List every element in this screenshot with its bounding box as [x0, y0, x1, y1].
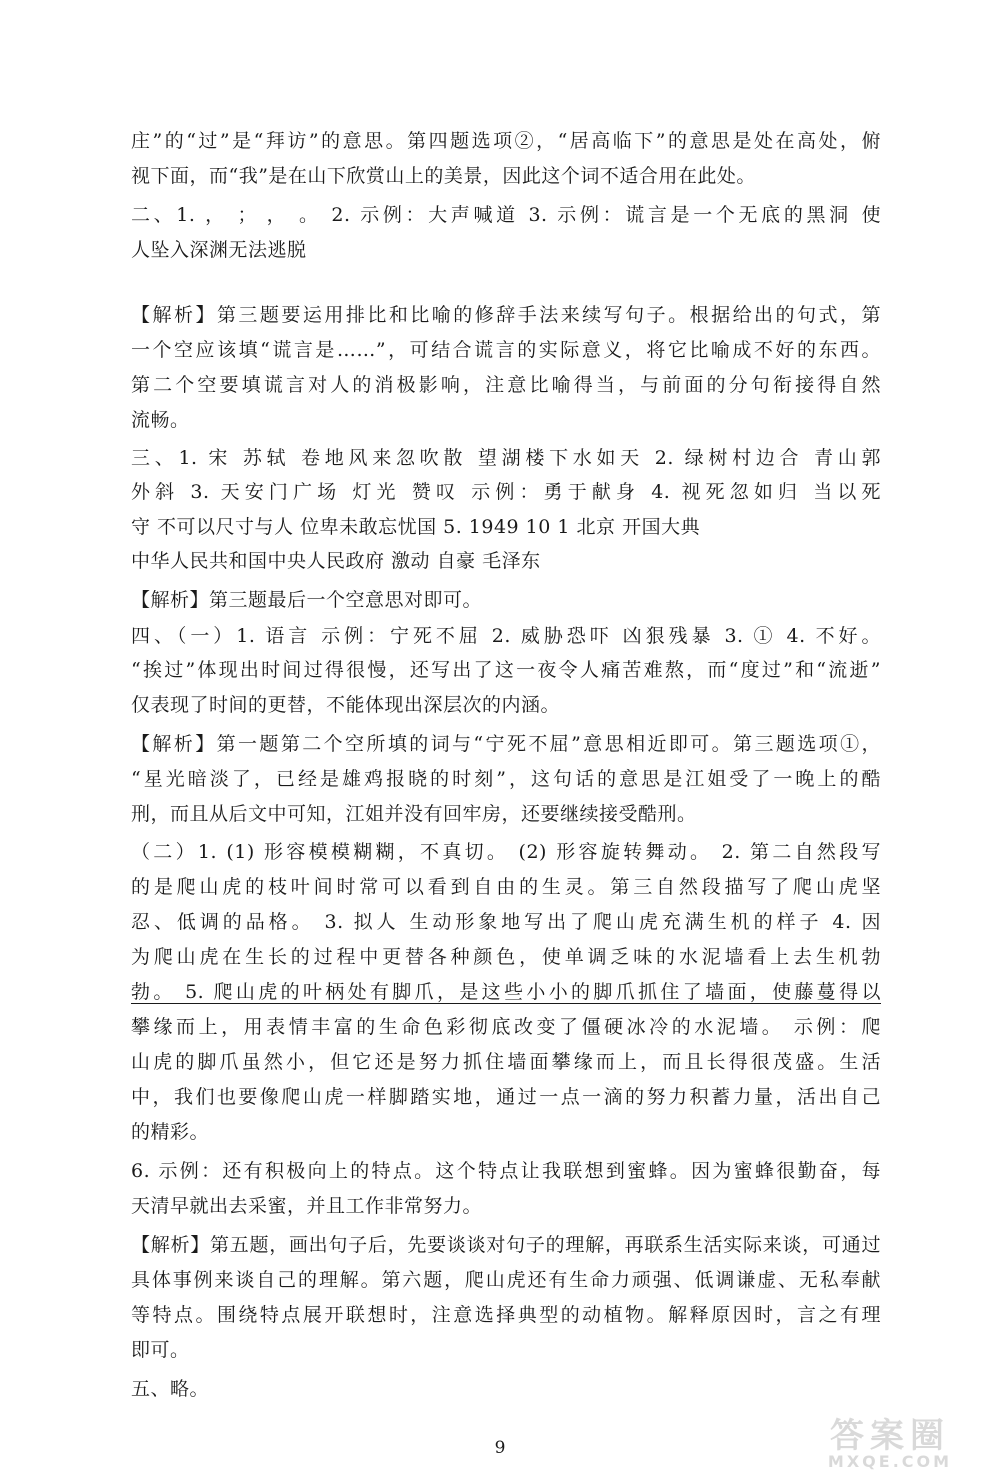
text-line: 具体事例来谈自己的理解。第六题，爬山虎还有生命力顽强、低调谦虚、无私奉献: [131, 1269, 881, 1291]
text-line: 流畅。: [131, 409, 190, 431]
text-line: 的是爬山虎的枝叶间时常可以看到自由的生灵。第三自然段描写了爬山虎坚: [131, 876, 881, 898]
watermark-url: MXQE.COM: [827, 1452, 953, 1471]
text-line: 庄”的“过”是“拜访”的意思。第四题选项②，“居高临下”的意思是处在高处，俯: [131, 130, 881, 152]
text-line: 6. 示例：还有积极向上的特点。这个特点让我联想到蜜蜂。因为蜜蜂很勤奋，每: [131, 1160, 881, 1182]
watermark-text: 答案圈: [830, 1416, 950, 1456]
text-line: 视下面，而“我”是在山下欣赏山上的美景，因此这个词不适合用在此处。: [131, 165, 756, 187]
watermark-logo: [800, 1418, 980, 1473]
analysis-line: 【解析】第一题第二个空所填的词与“宁死不屈”意思相近即可。第三题选项①，: [131, 733, 881, 755]
text-line: 三、1. 宋 苏轼 卷地风来忽吹散 望湖楼下水如天 2. 绿树村边合 青山郭: [131, 447, 881, 469]
text-line: 为爬山虎在生长的过程中更替各种颜色，使单调乏味的水泥墙看上去生机勃: [131, 946, 881, 968]
text-line: 四、（一）1. 语言 示例：宁死不屈 2. 威胁恐吓 凶狠残暴 3. ① 4. 不好。: [131, 625, 881, 647]
text-line: 山虎的脚爪虽然小，但它还是努力抓住墙面攀缘而上，而且长得很茂盛。生活: [131, 1051, 881, 1073]
text-line: 中华人民共和国中央人民政府 激动 自豪 毛泽东: [131, 550, 541, 572]
text-line: 外斜 3. 天安门广场 灯光 赞叹 示例：勇于献身 4. 视死忽如归 当以死: [131, 481, 881, 503]
text-line: “挨过”体现出时间过得很慢，还写出了这一夜令人痛苦难熬，而“度过”和“流逝”: [131, 659, 881, 681]
text-line: 等特点。围绕特点展开联想时，注意选择典型的动植物。解释原因时，言之有理: [131, 1304, 881, 1326]
analysis-line: 【解析】第三题最后一个空意思对即可。: [131, 589, 483, 611]
text-line: 即可。: [131, 1339, 190, 1361]
text-line: 第二个空要填谎言对人的消极影响，注意比喻得当，与前面的分句衔接得自然: [131, 374, 881, 396]
underlined-answer-line: 攀缘而上，用表情丰富的生命色彩彻底改变了僵硬冰冷的水泥墙。 示例：爬: [131, 1016, 881, 1038]
text-line: 刑，而且从后文中可知，江姐并没有回牢房，还要继续接受酷刑。: [131, 803, 697, 825]
page-number: 9: [494, 1438, 506, 1458]
text-line: 一个空应该填“谎言是……”，可结合谎言的实际意义，将它比喻成不好的东西。: [131, 339, 881, 361]
text-line: 五、略。: [131, 1378, 210, 1400]
text-line: 的精彩。: [131, 1121, 210, 1143]
analysis-line: 【解析】第三题要运用排比和比喻的修辞手法来续写句子。根据给出的句式，第: [131, 304, 881, 326]
analysis-line: 【解析】第五题，画出句子后，先要谈谈对句子的理解，再联系生活实际来谈，可通过: [131, 1234, 881, 1256]
text-line: 仅表现了时间的更替，不能体现出深层次的内涵。: [131, 694, 561, 716]
underlined-answer-line: 勃。 5. 爬山虎的叶柄处有脚爪，是这些小小的脚爪抓住了墙面，使藤蔓得以: [131, 981, 881, 1003]
text-line: 忍、低调的品格。 3. 拟人 生动形象地写出了爬山虎充满生机的样子 4. 因: [131, 911, 881, 933]
text-line: 天清早就出去采蜜，并且工作非常努力。: [131, 1195, 483, 1217]
text-line: “星光暗淡了，已经是雄鸡报晓的时刻”，这句话的意思是江姐受了一晚上的酷: [131, 768, 881, 790]
text-line: （二）1. (1) 形容模模糊糊，不真切。 (2) 形容旋转舞动。 2. 第二自然段写: [131, 841, 881, 863]
text-line: 守 不可以尺寸与人 位卑未敢忘忧国 5. 1949 10 1 北京 开国大典: [131, 516, 701, 538]
text-line: 人坠入深渊无法逃脱: [131, 239, 307, 261]
text-line: 中，我们也要像爬山虎一样脚踏实地，通过一点一滴的努力积蓄力量，活出自己: [131, 1086, 881, 1108]
text-line: 二、1. ， ； ， 。 2. 示例：大声喊道 3. 示例：谎言是一个无底的黑洞 使: [131, 204, 881, 226]
